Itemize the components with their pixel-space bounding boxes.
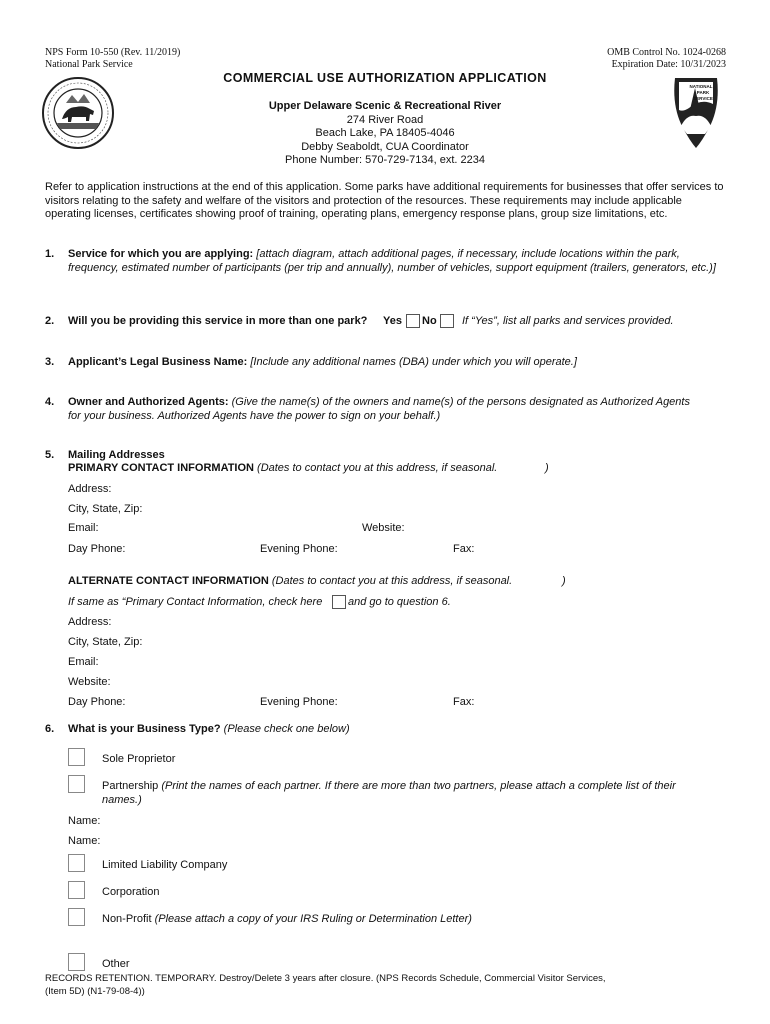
partnership-label: Partnership	[102, 780, 159, 792]
nonprofit-note: (Please attach a copy of your IRS Ruling or Determination Letter)	[154, 913, 472, 925]
alternate-contact-note: (Dates to contact you at this address, if seasonal.	[271, 575, 513, 587]
intro-paragraph: Refer to application instructions at the end of this application. Some parks have additional requirements for businesses that offer services to visitors relating to the safety and welfare of the visitors and protection of the resources. These requirements may include applicable operating licenses, certificates showing proof of training, operating plans, emergency response plans, group size limitations, etc.	[45, 181, 724, 220]
park-street: 274 River Road	[346, 113, 424, 126]
primary-fax-label: Fax:	[453, 543, 475, 555]
alternate-fax-label: Fax:	[453, 696, 475, 708]
q1-text	[68, 248, 724, 275]
nonprofit-label: Non-Profit	[102, 913, 152, 925]
q5-number: 5.	[45, 449, 55, 461]
alternate-evening-phone-label: Evening Phone:	[260, 696, 338, 708]
q2-no-label: No	[422, 315, 437, 327]
primary-address-label: Address:	[68, 483, 112, 495]
q2-no-checkbox[interactable]	[440, 314, 454, 328]
q2-number: 2.	[45, 315, 55, 327]
coordinator-name: Debby Seaboldt, CUA Coordinator	[301, 140, 469, 153]
partnership-note-line2: names.)	[102, 793, 142, 806]
svg-text:SERVICE: SERVICE	[693, 96, 713, 101]
coordinator-phone: Phone Number: 570-729-7134, ext. 2234	[285, 154, 485, 167]
partnership-text	[102, 780, 722, 807]
primary-email-label: Email:	[68, 522, 99, 534]
q4-number: 4.	[45, 396, 55, 408]
q1-note: [attach diagram, attach additional pages, if necessary, include locations within the park, frequency, estimated number of participants (per trip and annually), number of vehicles, support equipment (trailers, generators, etc.)]	[68, 248, 716, 274]
alternate-city-label: City, State, Zip:	[68, 636, 143, 648]
q2-note: If “Yes”, list all parks and services provided.	[462, 315, 674, 327]
footer-line2: (Item 5D) (N1-79-08-4))	[45, 986, 145, 997]
q2-label: Will you be providing this service in more than one park?	[68, 315, 368, 327]
same-as-primary-text: If same as “Primary Contact Information, check here	[68, 596, 323, 608]
primary-day-phone-label: Day Phone:	[68, 543, 126, 555]
same-as-primary-checkbox[interactable]	[332, 595, 346, 609]
park-city: Beach Lake, PA 18405-4046	[315, 127, 455, 140]
records-retention-footer	[45, 972, 606, 998]
q2-yes-label: Yes	[383, 315, 402, 327]
q3-note: [Include any additional names (DBA) under which you will operate.]	[250, 356, 577, 368]
q3-number: 3.	[45, 356, 55, 368]
q6-heading	[68, 723, 350, 735]
svg-text:NATIONAL: NATIONAL	[689, 84, 713, 89]
primary-contact-heading	[68, 462, 497, 474]
omb-number: OMB Control No. 1024-0268	[607, 47, 726, 58]
expiration-date: Expiration Date: 10/31/2023	[611, 59, 726, 70]
q4-note-line1: (Give the name(s) of the owners and name(s) of the persons designated as Authorized Agents	[231, 396, 690, 408]
partner-name-1-label: Name:	[68, 815, 101, 827]
sole-proprietor-checkbox[interactable]	[68, 748, 85, 766]
llc-checkbox[interactable]	[68, 854, 85, 872]
footer-line1: RECORDS RETENTION. TEMPORARY. Destroy/Delete 3 years after closure. (NPS Records Schedule, Commercial Visitor Services,	[45, 973, 606, 984]
partnership-checkbox[interactable]	[68, 775, 85, 793]
sole-proprietor-label: Sole Proprietor	[102, 753, 176, 765]
primary-close-paren: )	[545, 462, 549, 474]
q6-label: What is your Business Type?	[68, 723, 221, 735]
other-label: Other	[102, 958, 130, 970]
form-number: NPS Form 10-550 (Rev. 11/2019)	[45, 47, 181, 58]
q4-text	[68, 396, 728, 423]
agency-name: National Park Service	[45, 59, 133, 70]
primary-contact-label: PRIMARY CONTACT INFORMATION	[68, 462, 254, 474]
form-title: COMMERCIAL USE AUTHORIZATION APPLICATION	[223, 71, 547, 85]
q3-label: Applicant’s Legal Business Name:	[68, 356, 248, 368]
q4-label: Owner and Authorized Agents:	[68, 396, 229, 408]
svg-text:PARK: PARK	[696, 90, 710, 95]
q1-label: Service for which you are applying:	[68, 248, 254, 260]
primary-contact-note: (Dates to contact you at this address, if seasonal.	[257, 462, 498, 474]
primary-evening-phone-label: Evening Phone:	[260, 543, 338, 555]
alternate-address-label: Address:	[68, 616, 112, 628]
other-checkbox[interactable]	[68, 953, 85, 971]
alternate-day-phone-label: Day Phone:	[68, 696, 126, 708]
alternate-close-paren: )	[562, 575, 566, 587]
llc-label: Limited Liability Company	[102, 859, 228, 871]
q4-note-line2: for your business. Authorized Agents have the power to sign on your behalf.)	[68, 409, 441, 422]
same-as-primary-after: and go to question 6.	[348, 596, 451, 608]
q6-number: 6.	[45, 723, 55, 735]
partnership-note-line1: (Print the names of each partner. If there are more than two partners, please attach a complete list of their	[161, 780, 676, 792]
q1-number: 1.	[45, 248, 55, 260]
primary-city-label: City, State, Zip:	[68, 503, 143, 515]
alternate-contact-label: ALTERNATE CONTACT INFORMATION	[68, 575, 269, 587]
q5-title: Mailing Addresses	[68, 449, 165, 461]
nonprofit-checkbox[interactable]	[68, 908, 85, 926]
primary-website-label: Website:	[362, 522, 405, 534]
q6-note: (Please check one below)	[223, 723, 350, 735]
nonprofit-text	[102, 913, 472, 925]
alternate-email-label: Email:	[68, 656, 99, 668]
alternate-website-label: Website:	[68, 676, 111, 688]
corporation-label: Corporation	[102, 886, 160, 898]
park-address-block	[0, 100, 770, 168]
corporation-checkbox[interactable]	[68, 881, 85, 899]
q2-yes-checkbox[interactable]	[406, 314, 420, 328]
q3-text	[68, 356, 577, 368]
park-name: Upper Delaware Scenic & Recreational River	[268, 100, 502, 112]
alternate-contact-heading	[68, 575, 512, 587]
partner-name-2-label: Name:	[68, 835, 101, 847]
